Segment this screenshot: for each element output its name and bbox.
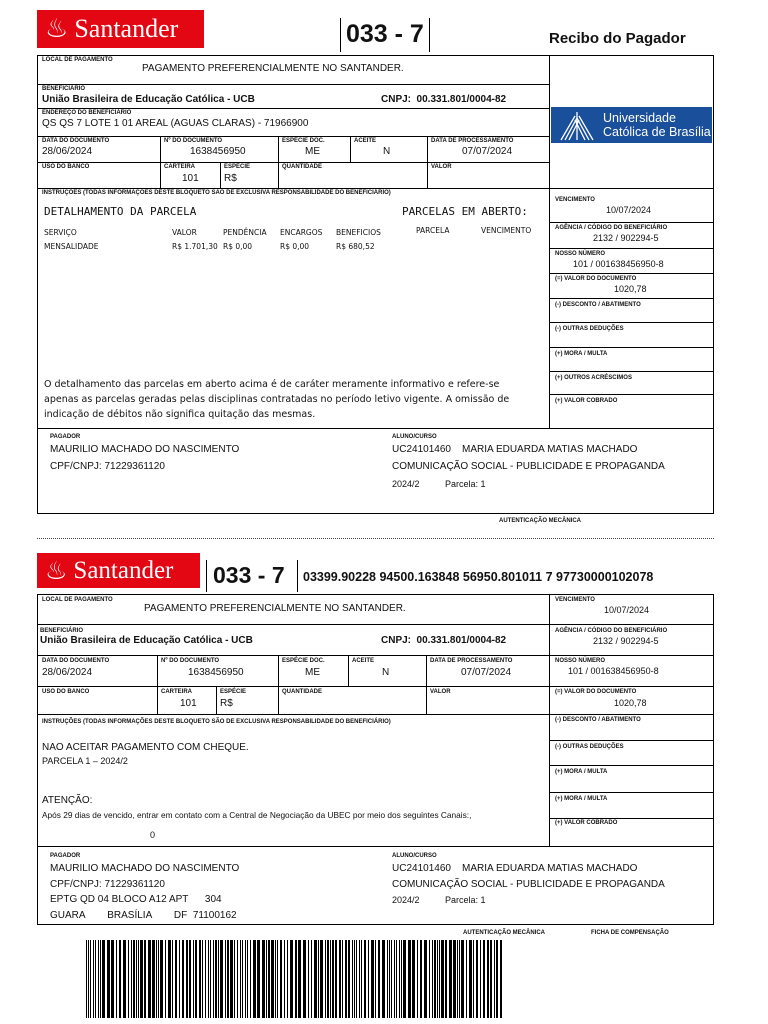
aluno-curso-2: COMUNICAÇÃO SOCIAL - PUBLICIDADE E PROPAGANDA: [392, 879, 665, 890]
label-agencia: AGÊNCIA / CÓDIGO DO BENEFICIÁRIO: [555, 225, 668, 231]
pagador-nome-2: MAURILIO MACHADO DO NASCIMENTO: [50, 863, 240, 874]
label-data-processamento: DATA DE PROCESSAMENTO: [431, 138, 514, 144]
bank-code: 033 - 7: [346, 20, 424, 48]
label-agencia-2: AGÊNCIA / CÓDIGO DO BENEFICIÁRIO: [555, 628, 668, 634]
aluno-parcela: Parcela: 1: [445, 479, 486, 489]
barcode: [86, 940, 506, 1018]
brand-name-2: Santander: [73, 556, 174, 584]
label-data-processamento-2: DATA DE PROCESSAMENTO: [430, 658, 513, 664]
detalhamento-title-right: PARCELAS EM ABERTO:: [402, 205, 528, 218]
ucb-line1: Universidade: [603, 111, 676, 125]
aluno-linha1: UC24101460 MARIA EDUARDA MATIAS MACHADO: [392, 444, 638, 455]
numero-documento: 1638456950: [190, 146, 246, 157]
label-aceite: ACEITE: [354, 138, 377, 144]
carteira: 101: [182, 173, 199, 184]
label-aceite-2: ACEITE: [352, 658, 375, 664]
label-beneficiario-2: BENEFICIÁRIO: [40, 628, 84, 634]
carteira-2: 101: [180, 698, 197, 709]
label-mora-multa-2: (+) MORA / MULTA: [555, 769, 608, 775]
note-line-1: O detalhamento das parcelas em aberto acima é de caráter meramente informativo e refere-se: [44, 379, 500, 390]
label-outros-acrescimos: (+) OUTROS ACRÉSCIMOS: [555, 375, 632, 381]
pagador-endereco: EPTG QD 04 BLOCO A12 APT 304: [50, 894, 222, 905]
header-pendencia: PENDÊNCIA: [223, 228, 267, 237]
pagador-cpf-2: CPF/CNPJ: 71229361120: [50, 879, 165, 890]
linha-digitavel: 03399.90228 94500.163848 56950.801011 7 97730000102078: [303, 570, 654, 584]
label-desconto-2: (-) DESCONTO / ABATIMENTO: [555, 717, 641, 723]
aluno-parcela-2: Parcela: 1: [445, 895, 486, 905]
label-desconto: (-) DESCONTO / ABATIMENTO: [555, 302, 641, 308]
header-beneficios: BENEFICIOS: [336, 228, 381, 237]
label-valor-2: VALOR: [430, 689, 451, 695]
label-outras-deducoes-2: (-) OUTRAS DEDUÇÕES: [555, 744, 624, 750]
ucb-logo: [551, 107, 712, 143]
agencia-codigo-2: 2132 / 902294-5: [593, 636, 659, 646]
data-documento: 28/06/2024: [42, 146, 93, 157]
label-mora-multa: (+) MORA / MULTA: [555, 351, 608, 357]
label-aluno-curso: ALUNO/CURSO: [392, 434, 437, 440]
brand-name: Santander: [74, 14, 179, 43]
label-ficha: FICHA DE COMPENSAÇÃO: [591, 930, 669, 936]
label-local-pagamento-2: LOCAL DE PAGAMENTO: [42, 597, 113, 603]
label-valor-cobrado-2: (+) VALOR COBRADO: [555, 820, 618, 826]
local-pagamento: PAGAMENTO PREFERENCIALMENTE NO SANTANDER.: [142, 63, 404, 74]
label-uso-banco: USO DO BANCO: [42, 164, 90, 170]
aceite: N: [383, 146, 391, 157]
row-beneficios: R$ 680,52: [336, 242, 375, 251]
row-pendencia: R$ 0,00: [223, 242, 253, 251]
label-especie-doc: ESPÉCIE DOC.: [282, 138, 325, 144]
local-pagamento-2: PAGAMENTO PREFERENCIALMENTE NO SANTANDER.: [144, 603, 406, 614]
data-processamento-2: 07/07/2024: [461, 667, 512, 678]
label-data-documento: DATA DO DOCUMENTO: [42, 138, 110, 144]
instrucao-linha3: Após 29 dias de vencido, entrar em contato com a Central de Negociação da UBEC por meio dos seguintes Canais:,: [42, 810, 472, 820]
pagador-nome: MAURILIO MACHADO DO NASCIMENTO: [50, 444, 240, 455]
label-valor: VALOR: [431, 164, 452, 170]
detalhamento-title: DETALHAMENTO DA PARCELA: [44, 205, 197, 218]
beneficiario-2: União Brasileira de Educação Católica - UCB: [40, 635, 253, 646]
instrucao-linha2: PARCELA 1 – 2024/2: [42, 756, 128, 766]
ucb-line2: Católica de Brasília: [603, 125, 711, 139]
label-autenticacao: AUTENTICAÇÃO MECÂNICA: [499, 518, 581, 524]
aceite-2: N: [382, 667, 390, 678]
vencimento-2: 10/07/2024: [604, 605, 650, 615]
label-outras-deducoes: (-) OUTRAS DEDUÇÕES: [555, 326, 624, 332]
note-line-3: indicação de débitos não significa quitação das mesmas.: [44, 409, 316, 420]
cut-line: [37, 538, 714, 539]
note-line-2: apenas as parcelas geradas pelas disciplinas contratadas no período letivo vigente. A omissão de: [44, 394, 510, 405]
label-vencimento-2: VENCIMENTO: [555, 597, 595, 603]
valor-documento: 1020,78: [614, 284, 647, 294]
label-pagador: PAGADOR: [50, 434, 81, 440]
header-encargos: ENCARGOS: [280, 228, 323, 237]
label-valor-documento-2: (=) VALOR DO DOCUMENTO: [555, 689, 637, 695]
pagador-cidade: GUARA BRASÍLIA DF 71100162: [50, 910, 237, 921]
label-aluno-curso-2: ALUNO/CURSO: [392, 853, 437, 859]
label-quantidade-2: QUANTIDADE: [282, 689, 322, 695]
data-processamento: 07/07/2024: [462, 146, 513, 157]
pagador-cpf: CPF/CNPJ: 71229361120: [50, 461, 165, 472]
row-servico: MENSALIDADE: [44, 242, 99, 251]
santander-flame-icon: ♨: [45, 14, 69, 44]
label-carteira: CARTEIRA: [164, 164, 195, 170]
label-numero-documento: Nº DO DOCUMENTO: [164, 138, 223, 144]
ucb-emblem-icon: [555, 108, 599, 142]
label-quantidade: QUANTIDADE: [282, 164, 322, 170]
label-valor-cobrado: (+) VALOR COBRADO: [555, 398, 618, 404]
bank-code-2: 033 - 7: [213, 562, 285, 588]
label-mora-multa-3: (+) MORA / MULTA: [555, 796, 608, 802]
label-especie-2: ESPÉCIE: [220, 689, 247, 695]
nosso-numero: 101 / 001638456950-8: [573, 259, 664, 269]
label-local-pagamento: LOCAL DE PAGAMENTO: [42, 57, 113, 63]
header-vencimento: VENCIMENTO: [481, 226, 532, 235]
label-carteira-2: CARTEIRA: [161, 689, 192, 695]
instrucao-linha4: 0: [150, 830, 156, 840]
nosso-numero-2: 101 / 001638456950-8: [568, 666, 659, 676]
santander-flame-icon-2: ♨: [45, 556, 68, 585]
santander-logo-2: [37, 553, 200, 588]
valor-documento-2: 1020,78: [614, 698, 647, 708]
agencia-codigo: 2132 / 902294-5: [593, 233, 659, 243]
label-endereco: ENDEREÇO DO BENEFICIÁRIO: [42, 110, 132, 116]
cnpj-2: CNPJ: 00.331.801/0004-82: [381, 635, 507, 646]
label-nosso-numero-2: NOSSO NÚMERO: [555, 658, 606, 664]
label-especie: ESPÉCIE: [224, 164, 251, 170]
especie-2: R$: [220, 698, 233, 709]
label-especie-doc-2: ESPÉCIE DOC.: [282, 658, 325, 664]
endereco-beneficiario: QS QS 7 LOTE 1 01 AREAL (AGUAS CLARAS) - 71966900: [42, 118, 309, 129]
especie: R$: [224, 173, 237, 184]
cnpj: CNPJ: 00.331.801/0004-82: [381, 94, 507, 105]
aluno-curso: COMUNICAÇÃO SOCIAL - PUBLICIDADE E PROPAGANDA: [392, 461, 665, 472]
label-instrucoes-2: INSTRUÇÕES (TODAS INFORMAÇÕES DESTE BLOQUETO SÃO DE EXCLUSIVA RESPONSABILIDADE DO BENEFICIÁRIO): [42, 719, 391, 725]
row-valor: R$ 1.701,30: [172, 242, 218, 251]
instrucao-atencao: ATENÇÃO:: [42, 795, 93, 806]
vencimento: 10/07/2024: [606, 205, 652, 215]
label-autenticacao-2: AUTENTICAÇÃO MECÂNICA: [463, 930, 545, 936]
numero-documento-2: 1638456950: [188, 667, 244, 678]
label-data-documento-2: DATA DO DOCUMENTO: [42, 658, 110, 664]
receipt-title: Recibo do Pagador: [549, 30, 686, 47]
label-uso-banco-2: USO DO BANCO: [42, 689, 90, 695]
santander-logo: [37, 10, 204, 48]
aluno-periodo: 2024/2: [392, 479, 420, 489]
label-pagador-2: PAGADOR: [50, 853, 81, 859]
especie-doc-2: ME: [305, 667, 320, 678]
label-instrucoes: INSTRUÇÕES (TODAS INFORMAÇÕES DESTE BLOQUETO SÃO DE EXCLUSIVA RESPONSABILIDADE DO BENEFICIÁRIO): [42, 190, 391, 196]
instrucao-linha1: NAO ACEITAR PAGAMENTO COM CHEQUE.: [42, 742, 249, 753]
aluno-linha1-2: UC24101460 MARIA EDUARDA MATIAS MACHADO: [392, 863, 638, 874]
label-numero-documento-2: Nº DO DOCUMENTO: [161, 658, 220, 664]
aluno-periodo-2: 2024/2: [392, 895, 420, 905]
label-beneficiario: BENEFICIÁRIO: [42, 86, 86, 92]
data-documento-2: 28/06/2024: [42, 667, 93, 678]
label-vencimento: VENCIMENTO: [555, 197, 595, 203]
label-nosso-numero: NOSSO NÚMERO: [555, 251, 606, 257]
row-encargos: R$ 0,00: [280, 242, 310, 251]
label-valor-documento: (=) VALOR DO DOCUMENTO: [555, 276, 637, 282]
header-valor: VALOR: [172, 228, 197, 237]
beneficiario: União Brasileira de Educação Católica - UCB: [42, 94, 255, 105]
especie-doc: ME: [305, 146, 320, 157]
header-servico: SERVIÇO: [44, 228, 77, 237]
header-parcela: PARCELA: [416, 226, 450, 235]
